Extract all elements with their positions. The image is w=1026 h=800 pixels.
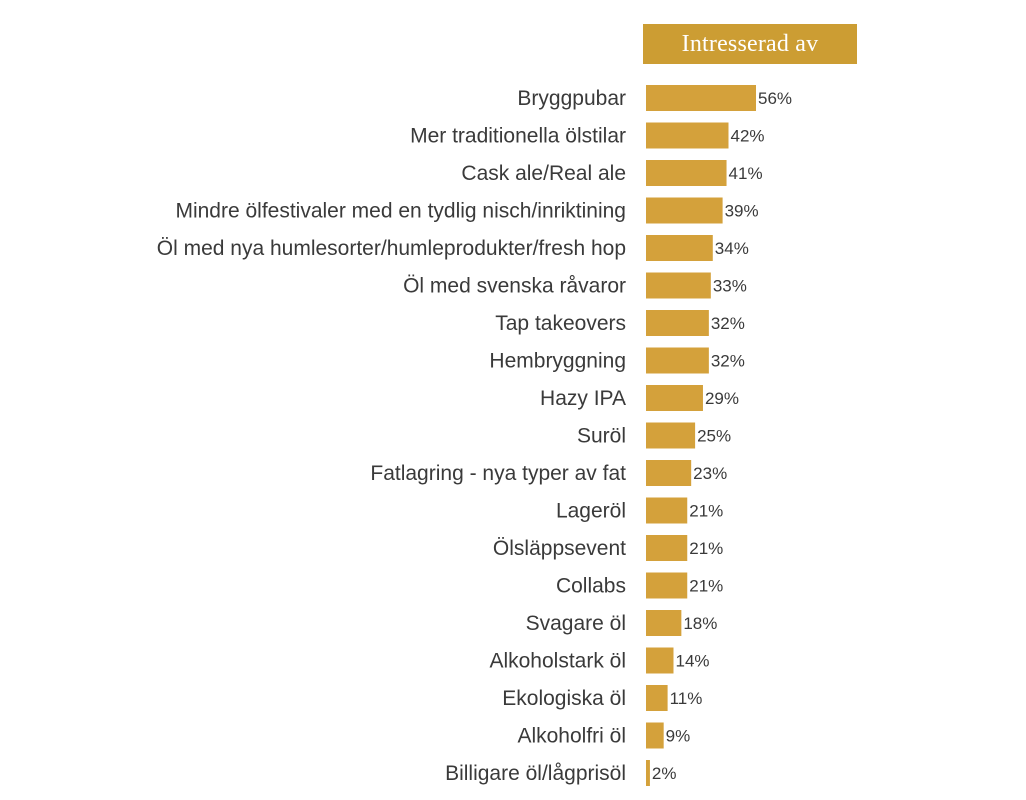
value-label: 56% (758, 89, 793, 108)
bar (646, 498, 687, 524)
bar (646, 460, 691, 486)
bar (646, 573, 687, 599)
value-label: 42% (730, 126, 765, 146)
category-label: Hazy IPA (540, 387, 626, 410)
bar (646, 685, 668, 711)
bar (646, 123, 729, 149)
value-label: 14% (675, 651, 710, 671)
category-label: Lageröl (555, 499, 626, 523)
bar (646, 723, 664, 749)
bar (646, 610, 681, 636)
category-label: Mindre ölfestivaler med en tydlig nisch/inriktining (175, 199, 626, 223)
bar (646, 85, 756, 111)
value-label: 33% (712, 276, 747, 296)
value-label: 11% (669, 689, 703, 708)
value-label: 21% (689, 501, 724, 521)
category-label: Fatlagring - nya typer av fat (370, 462, 626, 485)
bar (646, 273, 711, 299)
value-label: 39% (724, 201, 759, 221)
value-label: 18% (683, 614, 718, 633)
bar (646, 310, 709, 336)
category-label: Collabs (555, 574, 626, 598)
category-label: Öl med svenska råvaror (403, 274, 626, 298)
value-label: 9% (665, 726, 691, 746)
category-label: Tap takeovers (495, 312, 626, 335)
value-label: 25% (697, 426, 732, 446)
category-label: Suröl (576, 424, 626, 448)
bar (646, 235, 713, 261)
value-label: 23% (693, 464, 728, 483)
value-label: 29% (704, 389, 739, 408)
category-label: Billigare öl/lågprisöl (445, 762, 626, 785)
bar (646, 423, 695, 449)
bar (646, 535, 687, 561)
category-label: Alkoholfri öl (517, 724, 626, 748)
value-label: 34% (714, 239, 749, 258)
bar (646, 160, 727, 186)
bar (646, 760, 650, 786)
series-header: Intresserad av (643, 24, 857, 64)
bar (646, 198, 723, 224)
category-label: Bryggpubar (517, 87, 626, 110)
category-label: Hembryggning (489, 349, 626, 373)
category-label: Ölsläppsevent (492, 537, 626, 560)
category-label: Öl med nya humlesorter/humleprodukter/fresh hop (156, 237, 626, 260)
bar (646, 385, 703, 411)
bar (646, 348, 709, 374)
category-label: Mer traditionella ölstilar (410, 124, 626, 148)
value-label: 2% (651, 764, 677, 783)
value-label: 41% (728, 164, 763, 183)
value-label: 32% (710, 351, 745, 371)
category-labels (157, 87, 626, 785)
value-label: 21% (689, 539, 724, 558)
category-label: Ekologiska öl (502, 687, 626, 710)
value-label: 32% (710, 314, 745, 333)
value-label: 21% (689, 576, 724, 596)
category-label: Alkoholstark öl (489, 649, 626, 673)
category-label: Svagare öl (525, 612, 626, 635)
category-label: Cask ale/Real ale (461, 162, 626, 185)
bar (646, 648, 674, 674)
